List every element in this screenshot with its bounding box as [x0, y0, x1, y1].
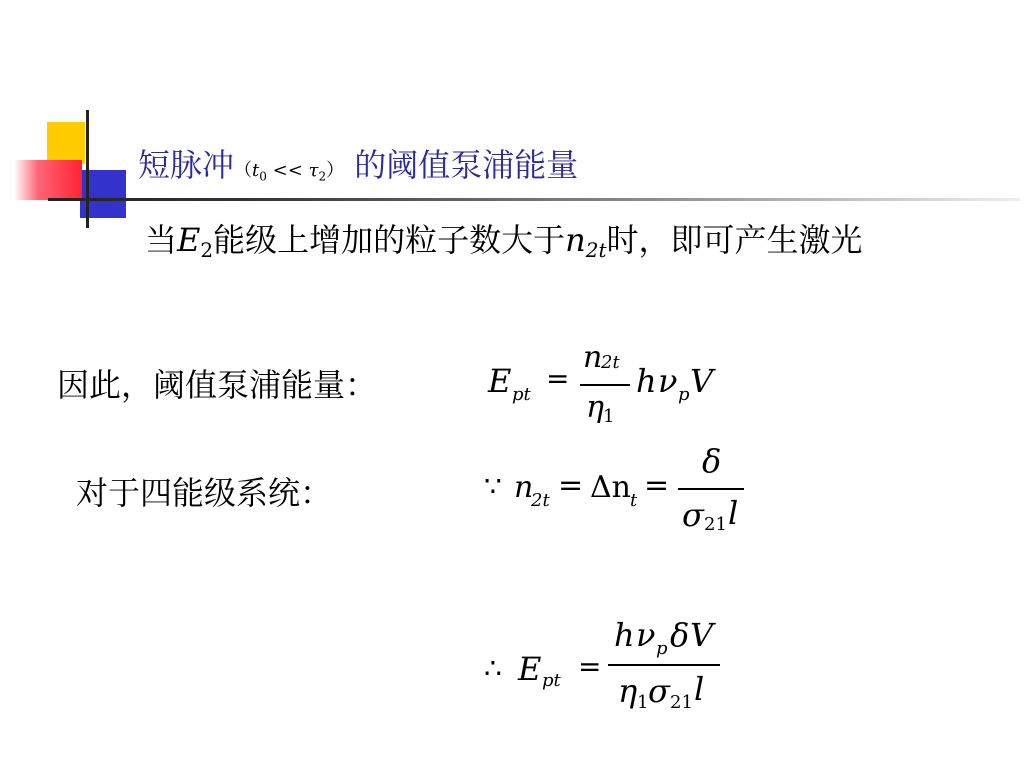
eq2-formula: ∵ n 2t = Δn t = δ σ 21 l	[484, 446, 764, 546]
decor-red-gradient-bar	[14, 160, 82, 200]
eq2-label: 对于四能级系统：	[76, 474, 333, 512]
decor-horizontal-rule	[48, 198, 1020, 201]
eq2-fraction-bar	[678, 488, 744, 490]
eq3-fraction-bar	[608, 664, 720, 666]
eq1-label: 因此，阈值泵浦能量：	[57, 366, 378, 404]
slide-title	[138, 140, 578, 186]
title-main: 短脉冲	[138, 146, 235, 184]
statement-line: 当$E_2$能级上增加的粒子数大于$n_{2t}$时，即可产生激光	[145, 221, 863, 262]
title-condition: $(t_0 << \tau_2)$	[234, 160, 345, 184]
eq3-formula: ∴ E pt = h ν p δ V η 1 σ 21 l	[484, 612, 744, 722]
decor-yellow-square	[47, 122, 85, 164]
eq1-formula: E pt = n 2t η 1 h ν p V	[488, 340, 714, 427]
title-rest: 的阈值泵浦能量	[344, 146, 579, 184]
eq1-fraction-bar	[580, 384, 630, 386]
decor-vertical-line	[86, 110, 89, 228]
